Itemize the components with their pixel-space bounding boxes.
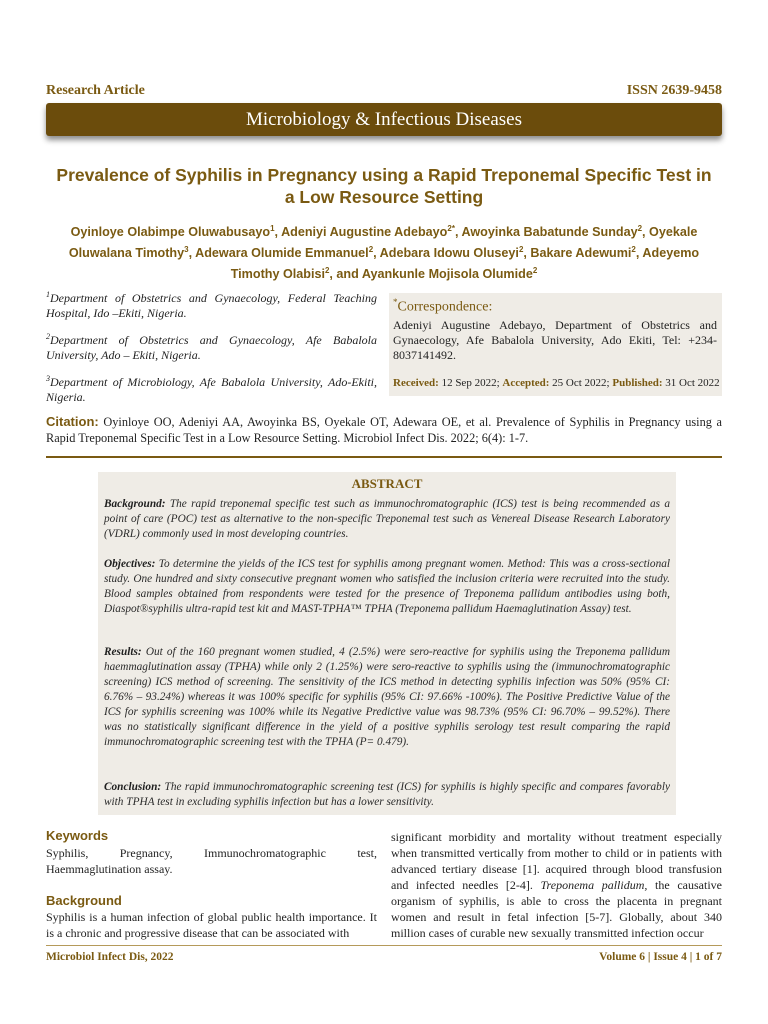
author-separator: , xyxy=(373,246,380,261)
author-name: Bakare Adewumi xyxy=(530,246,632,261)
abstract-heading: ABSTRACT xyxy=(351,476,423,491)
right-column-text: significant morbidity and mortality without treatment especially when transmitted vertically from mother to child or in patients with advanced tertiary disease [1]. acquired through blood transfusion and infected needles [2-4]. Treponema pallidum, the causative organism of syphilis, is able to cross the placenta in pregnant women and result in fetal infection [5-7]. Globally, about 340 million cases of curable new sexually transmitted infection occur xyxy=(391,830,722,940)
author-affiliation-mark: 2* xyxy=(447,224,455,233)
footer-journal: Microbiol Infect Dis, 2022 xyxy=(46,951,174,963)
affiliation-3: $^3$Department of Microbiology, Afe Babalola University, Ado-Ekiti, Nigeria. xyxy=(46,374,377,404)
keywords-heading: Keywords xyxy=(46,828,109,843)
author-separator: , xyxy=(454,225,462,240)
abstract-results: Results: Out of the 160 pregnant women studied, 4 (2.5%) were sero-reactive for syphilis using the Treponema pallidum haemmaglutination assay (TPHA) while only 2 (1.25%) were sero-reactive to syphilis using the (immunochromatographic screening) ICS method of screening. The sensitivity of the ICS method in detecting syphilis infection was 50% (95% CI: 6.76% – 93.24%) whereas it was 100% specific for syphilis (95% CI: 97.66% -100%). The Positive Predictive Value of the ICS for syphilis screening was 100% while its Negative Predictive value was 98.73% (95% CI: 96.70% – 99.52%). There was no statistically significant difference in the yield of a positive syphilis serology test result comparing the rapid immunochromatographic screening test with the TPHA (P= 0.479). xyxy=(104,646,670,748)
author-name: Ayankunle Mojisola Olumide xyxy=(361,267,533,282)
publication-dates: Received: 12 Sep 2022; Accepted: 25 Oct 2022; Published: 31 Oct 2022 xyxy=(393,377,720,389)
author-name: Awoyinka Babatunde Sunday xyxy=(461,225,638,240)
abstract-objectives: Objectives: To determine the yields of the ICS test for syphilis among pregnant women. Method: This was a cross-sectional study. One hundred and sixty consecutive pregnant women who satisfied the inclusion criteria were recruited into the study. Blood samples obtained from respondents were tested for the presence of Treponema pallidum antibodies using both, Diaspot®syphilis ultra-rapid test kit and MAST-TPHA™ TPHA (Treponema pallidum Haemaglutination Assay) test. xyxy=(104,558,670,615)
background-heading: Background xyxy=(46,893,122,908)
author-affiliation-mark: 2 xyxy=(532,266,538,276)
divider xyxy=(46,456,722,458)
keywords-text: Syphilis, Pregnancy, Immunochromatographic test, Haemmaglutination assay. xyxy=(46,846,377,876)
citation: Citation: Oyinloye OO, Adeniyi AA, Awoyinka BS, Oyekale OT, Adewara OE, et al. Prevalence of Syphilis in Pregnancy using a Rapid Treponemal Specific Test in a Low Resource Setting. Microbiol Infect Dis. 2022; 6(4): 1-7. xyxy=(46,414,722,445)
footer-page-info: Volume 6 | Issue 4 | 1 of 7 xyxy=(599,951,722,963)
paper-title: Prevalence of Syphilis in Pregnancy using a Rapid Treponemal Specific Test in a Low Resource Setting xyxy=(56,165,712,207)
issn: ISSN 2639-9458 xyxy=(626,83,722,98)
background-text: Syphilis is a human infection of global public health importance. It is a chronic and progressive disease that can be associated with xyxy=(46,910,377,940)
article-type: Research Article xyxy=(46,83,145,98)
author-affiliation-mark: 2 xyxy=(368,245,374,255)
author-name: Oyinloye Olabimpe Oluwabusayo xyxy=(70,225,271,240)
author-separator: , xyxy=(635,246,643,261)
author-name: Adewara Olumide Emmanuel xyxy=(195,246,369,261)
correspondence-title: *Correspondence: xyxy=(393,297,493,315)
author-name: Adeniyi Augustine Adebayo xyxy=(281,225,448,240)
author-affiliation-mark: 2 xyxy=(631,245,636,255)
footer-rule xyxy=(46,945,722,946)
author-affiliation-mark: 2 xyxy=(324,266,330,276)
author-name: Adebara Idowu Oluseyi xyxy=(379,246,519,261)
author-affiliation-mark: 3 xyxy=(184,245,189,255)
author-affiliation-mark: 1 xyxy=(270,224,275,233)
author-separator: , xyxy=(274,225,282,240)
author-name: Adeyemo Timothy Olabisi xyxy=(230,246,700,282)
correspondence-text: Adeniyi Augustine Adebayo, Department of Obstetrics and Gynaecology, Afe Babalola University, Ado Ekiti, Tel: +234-8037141492. xyxy=(393,318,717,362)
author-separator: , and xyxy=(329,267,362,282)
author-affiliation-mark: 2 xyxy=(637,224,643,233)
author-separator: , xyxy=(642,225,650,240)
author-list xyxy=(50,220,718,284)
abstract-background: Background: The rapid treponemal specific test such as immunochromatographic (ICS) test is being recommended as a point of care (POC) test as alternative to the non-specific Treponemal test such as Venereal Disease Research Laboratory (VDRL) commonly used in most developing countries. xyxy=(104,498,670,540)
affiliation-1: $^1$Department of Obstetrics and Gynaecology, Federal Teaching Hospital, Ido –Ekiti, Nigeria. xyxy=(46,290,377,320)
author-separator: , xyxy=(188,246,196,261)
author-name: Oyekale Oluwalana Timothy xyxy=(68,225,698,261)
abstract-conclusion: Conclusion: The rapid immunochromatographic screening test (ICS) for syphilis is highly specific and compares favorably with TPHA test in excluding syphilis infection but has a lower sensitivity. xyxy=(104,781,670,808)
affiliation-2: $^2$Department of Obstetrics and Gynaecology, Afe Babalola University, Ado – Ekiti, Nigeria. xyxy=(46,332,377,362)
author-separator: , xyxy=(523,246,531,261)
author-affiliation-mark: 2 xyxy=(518,245,524,255)
journal-banner: Microbiology & Infectious Diseases xyxy=(46,103,722,136)
